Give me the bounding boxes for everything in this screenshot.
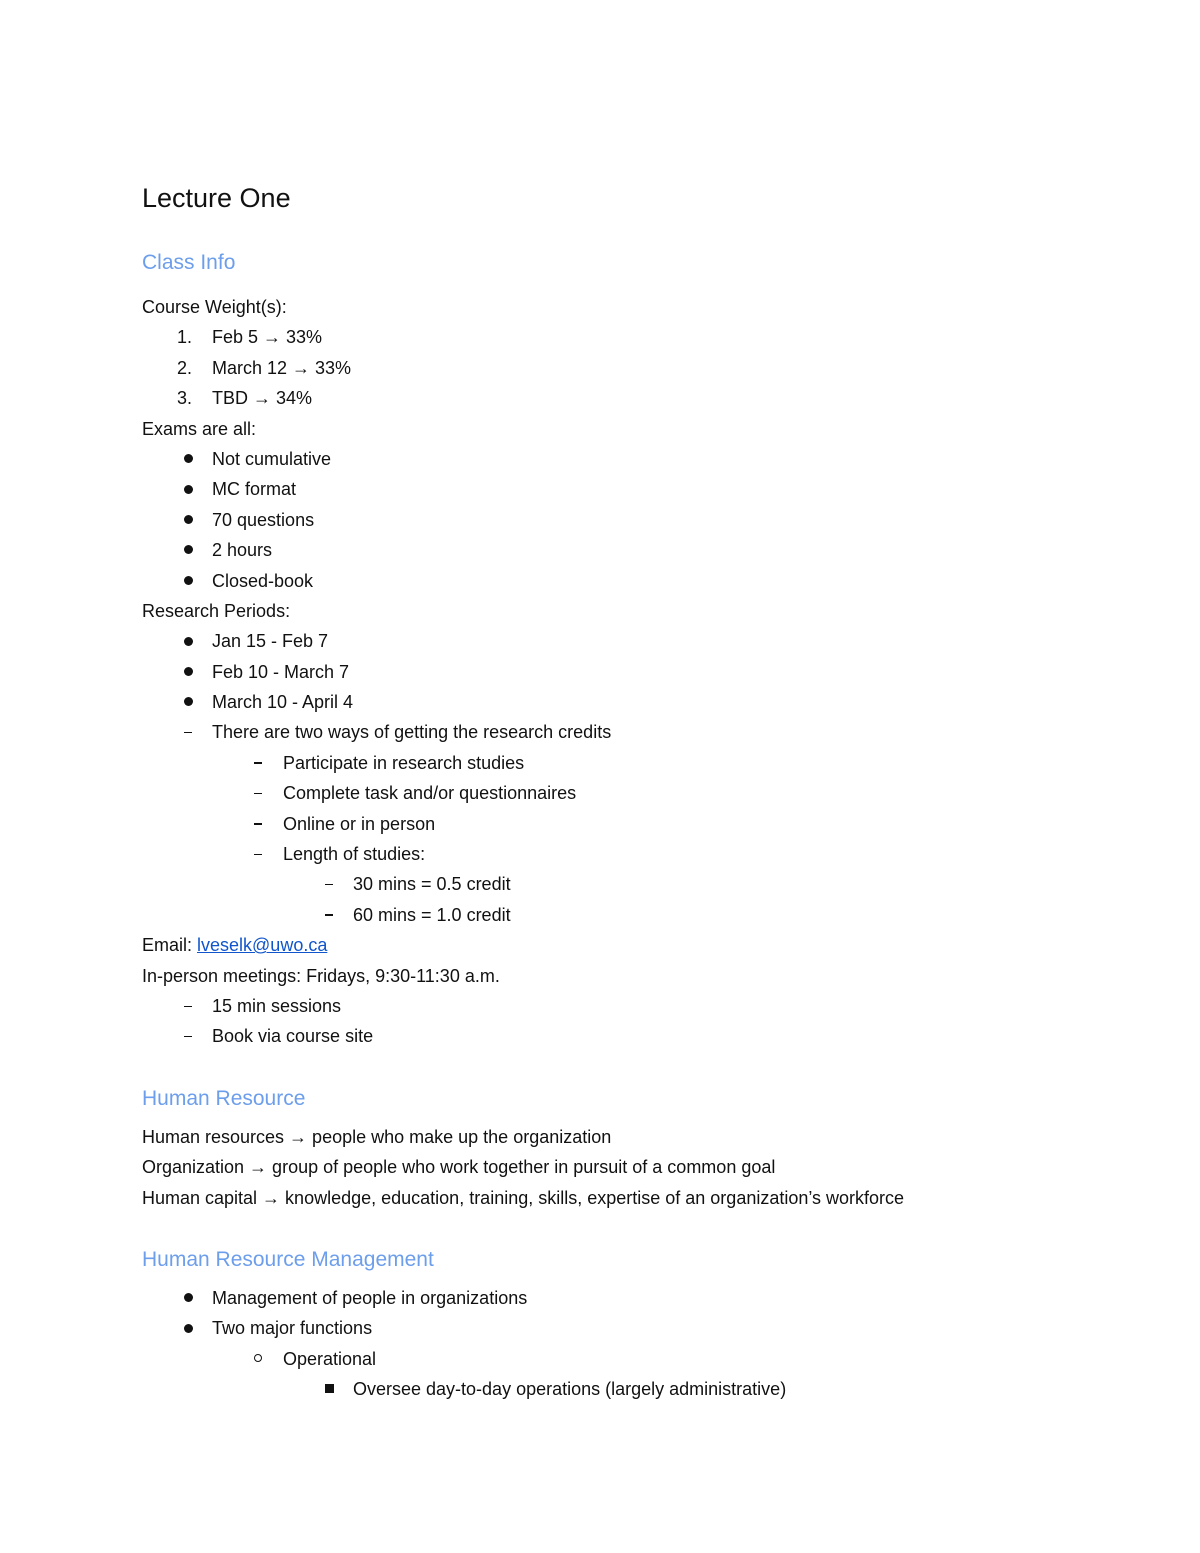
- list-number: 1.: [176, 327, 192, 348]
- list-item-text: Two major functions: [212, 1318, 373, 1339]
- list-item: [142, 748, 1102, 778]
- bullet-dot-icon: [176, 626, 200, 656]
- exams-label: Exams are all:: [142, 418, 257, 439]
- list-item-text: March 12 → 33%: [212, 357, 352, 378]
- list-item: [142, 322, 1102, 352]
- list-item-text: 70 questions: [212, 509, 315, 530]
- list-item-text: Operational: [283, 1348, 377, 1369]
- list-item: [142, 353, 1102, 383]
- list-item: [142, 535, 1102, 565]
- list-item: [142, 1313, 1102, 1343]
- list-item-text: Feb 10 - March 7: [212, 661, 350, 682]
- list-item: [142, 687, 1102, 717]
- weights-label: Course Weight(s):: [142, 297, 287, 317]
- definition-line: Organization → group of people who work together in pursuit of a common goal: [142, 1157, 776, 1178]
- list-item-text: Closed-book: [212, 570, 314, 591]
- bullet-dot-icon: [176, 687, 200, 717]
- research-label: Research Periods:: [142, 600, 291, 621]
- list-item: [142, 900, 1102, 930]
- list-item-text: TBD → 34%: [212, 388, 313, 409]
- bullet-dash-icon: [317, 900, 341, 930]
- list-item-text: Length of studies:: [283, 844, 426, 865]
- list-item-text: Not cumulative: [212, 448, 332, 469]
- bullet-dash-icon: [246, 839, 270, 869]
- meetings-line: In-person meetings: Fridays, 9:30-11:30 a.m.: [142, 965, 500, 986]
- list-item-text: Book via course site: [212, 1026, 374, 1047]
- heading-class-info: Class Info: [142, 251, 236, 274]
- list-item: [142, 809, 1102, 839]
- document-content: [142, 178, 1102, 1405]
- bullet-square-icon: [317, 1374, 341, 1404]
- bullet-dash-icon: [176, 991, 200, 1021]
- bullet-dash-icon: [317, 869, 341, 899]
- list-item: [142, 383, 1102, 413]
- definition-line: Human resources → people who make up the organization: [142, 1126, 612, 1147]
- email-label: Email:: [142, 935, 198, 956]
- list-item-text: MC format: [212, 479, 297, 500]
- list-number: 2.: [176, 357, 192, 378]
- bullet-dash-icon: [176, 717, 200, 747]
- list-item: [142, 1283, 1102, 1313]
- bullet-dash-icon: [246, 748, 270, 778]
- list-item: [142, 991, 1102, 1021]
- list-item-text: There are two ways of getting the research credits: [212, 722, 612, 743]
- list-item-text: 60 mins = 1.0 credit: [353, 904, 511, 925]
- list-item-text: Participate in research studies: [283, 752, 525, 773]
- bullet-dot-icon: [176, 535, 200, 565]
- list-item-text: Complete task and/or questionnaires: [283, 783, 577, 804]
- bullet-dot-icon: [176, 1283, 200, 1313]
- list-item-text: 2 hours: [212, 540, 273, 561]
- bullet-dot-icon: [176, 1313, 200, 1343]
- list-item-text: March 10 - April 4: [212, 692, 354, 713]
- heading-hrm: Human Resource Management: [142, 1247, 434, 1271]
- list-item: [142, 1374, 1102, 1404]
- bullet-dash-icon: [246, 778, 270, 808]
- list-item: [142, 717, 1102, 747]
- list-item: [142, 1344, 1102, 1374]
- list-item-text: Feb 5 → 33%: [212, 327, 323, 348]
- list-item-text: Online or in person: [283, 813, 436, 834]
- list-item-text: 15 min sessions: [212, 995, 342, 1016]
- list-item: [142, 626, 1102, 656]
- list-item: [142, 657, 1102, 687]
- email-line: [142, 930, 1102, 960]
- heading-human-resource: Human Resource: [142, 1086, 306, 1110]
- list-item: [142, 566, 1102, 596]
- bullet-circle-icon: [246, 1344, 270, 1374]
- bullet-dash-icon: [246, 809, 270, 839]
- bullet-dot-icon: [176, 444, 200, 474]
- page-title: Lecture One: [142, 183, 291, 213]
- list-item-text: Management of people in organizations: [212, 1287, 528, 1308]
- bullet-dot-icon: [176, 505, 200, 535]
- list-item: [142, 1021, 1102, 1051]
- bullet-dot-icon: [176, 566, 200, 596]
- bullet-dot-icon: [176, 474, 200, 504]
- list-item: [142, 444, 1102, 474]
- bullet-dot-icon: [176, 657, 200, 687]
- list-item-text: Oversee day-to-day operations (largely administrative): [353, 1379, 787, 1400]
- list-item: [142, 869, 1102, 899]
- list-item: [142, 839, 1102, 869]
- bullet-dash-icon: [176, 1021, 200, 1051]
- definition-line: Human capital → knowledge, education, training, skills, expertise of an organization’s workforce: [142, 1187, 905, 1208]
- list-item: [142, 474, 1102, 504]
- email-link[interactable]: lveselk@uwo.ca: [197, 935, 328, 956]
- list-number: 3.: [176, 388, 192, 409]
- list-item: [142, 778, 1102, 808]
- list-item: [142, 505, 1102, 535]
- list-item-text: 30 mins = 0.5 credit: [353, 874, 511, 895]
- list-item-text: Jan 15 - Feb 7: [212, 631, 329, 652]
